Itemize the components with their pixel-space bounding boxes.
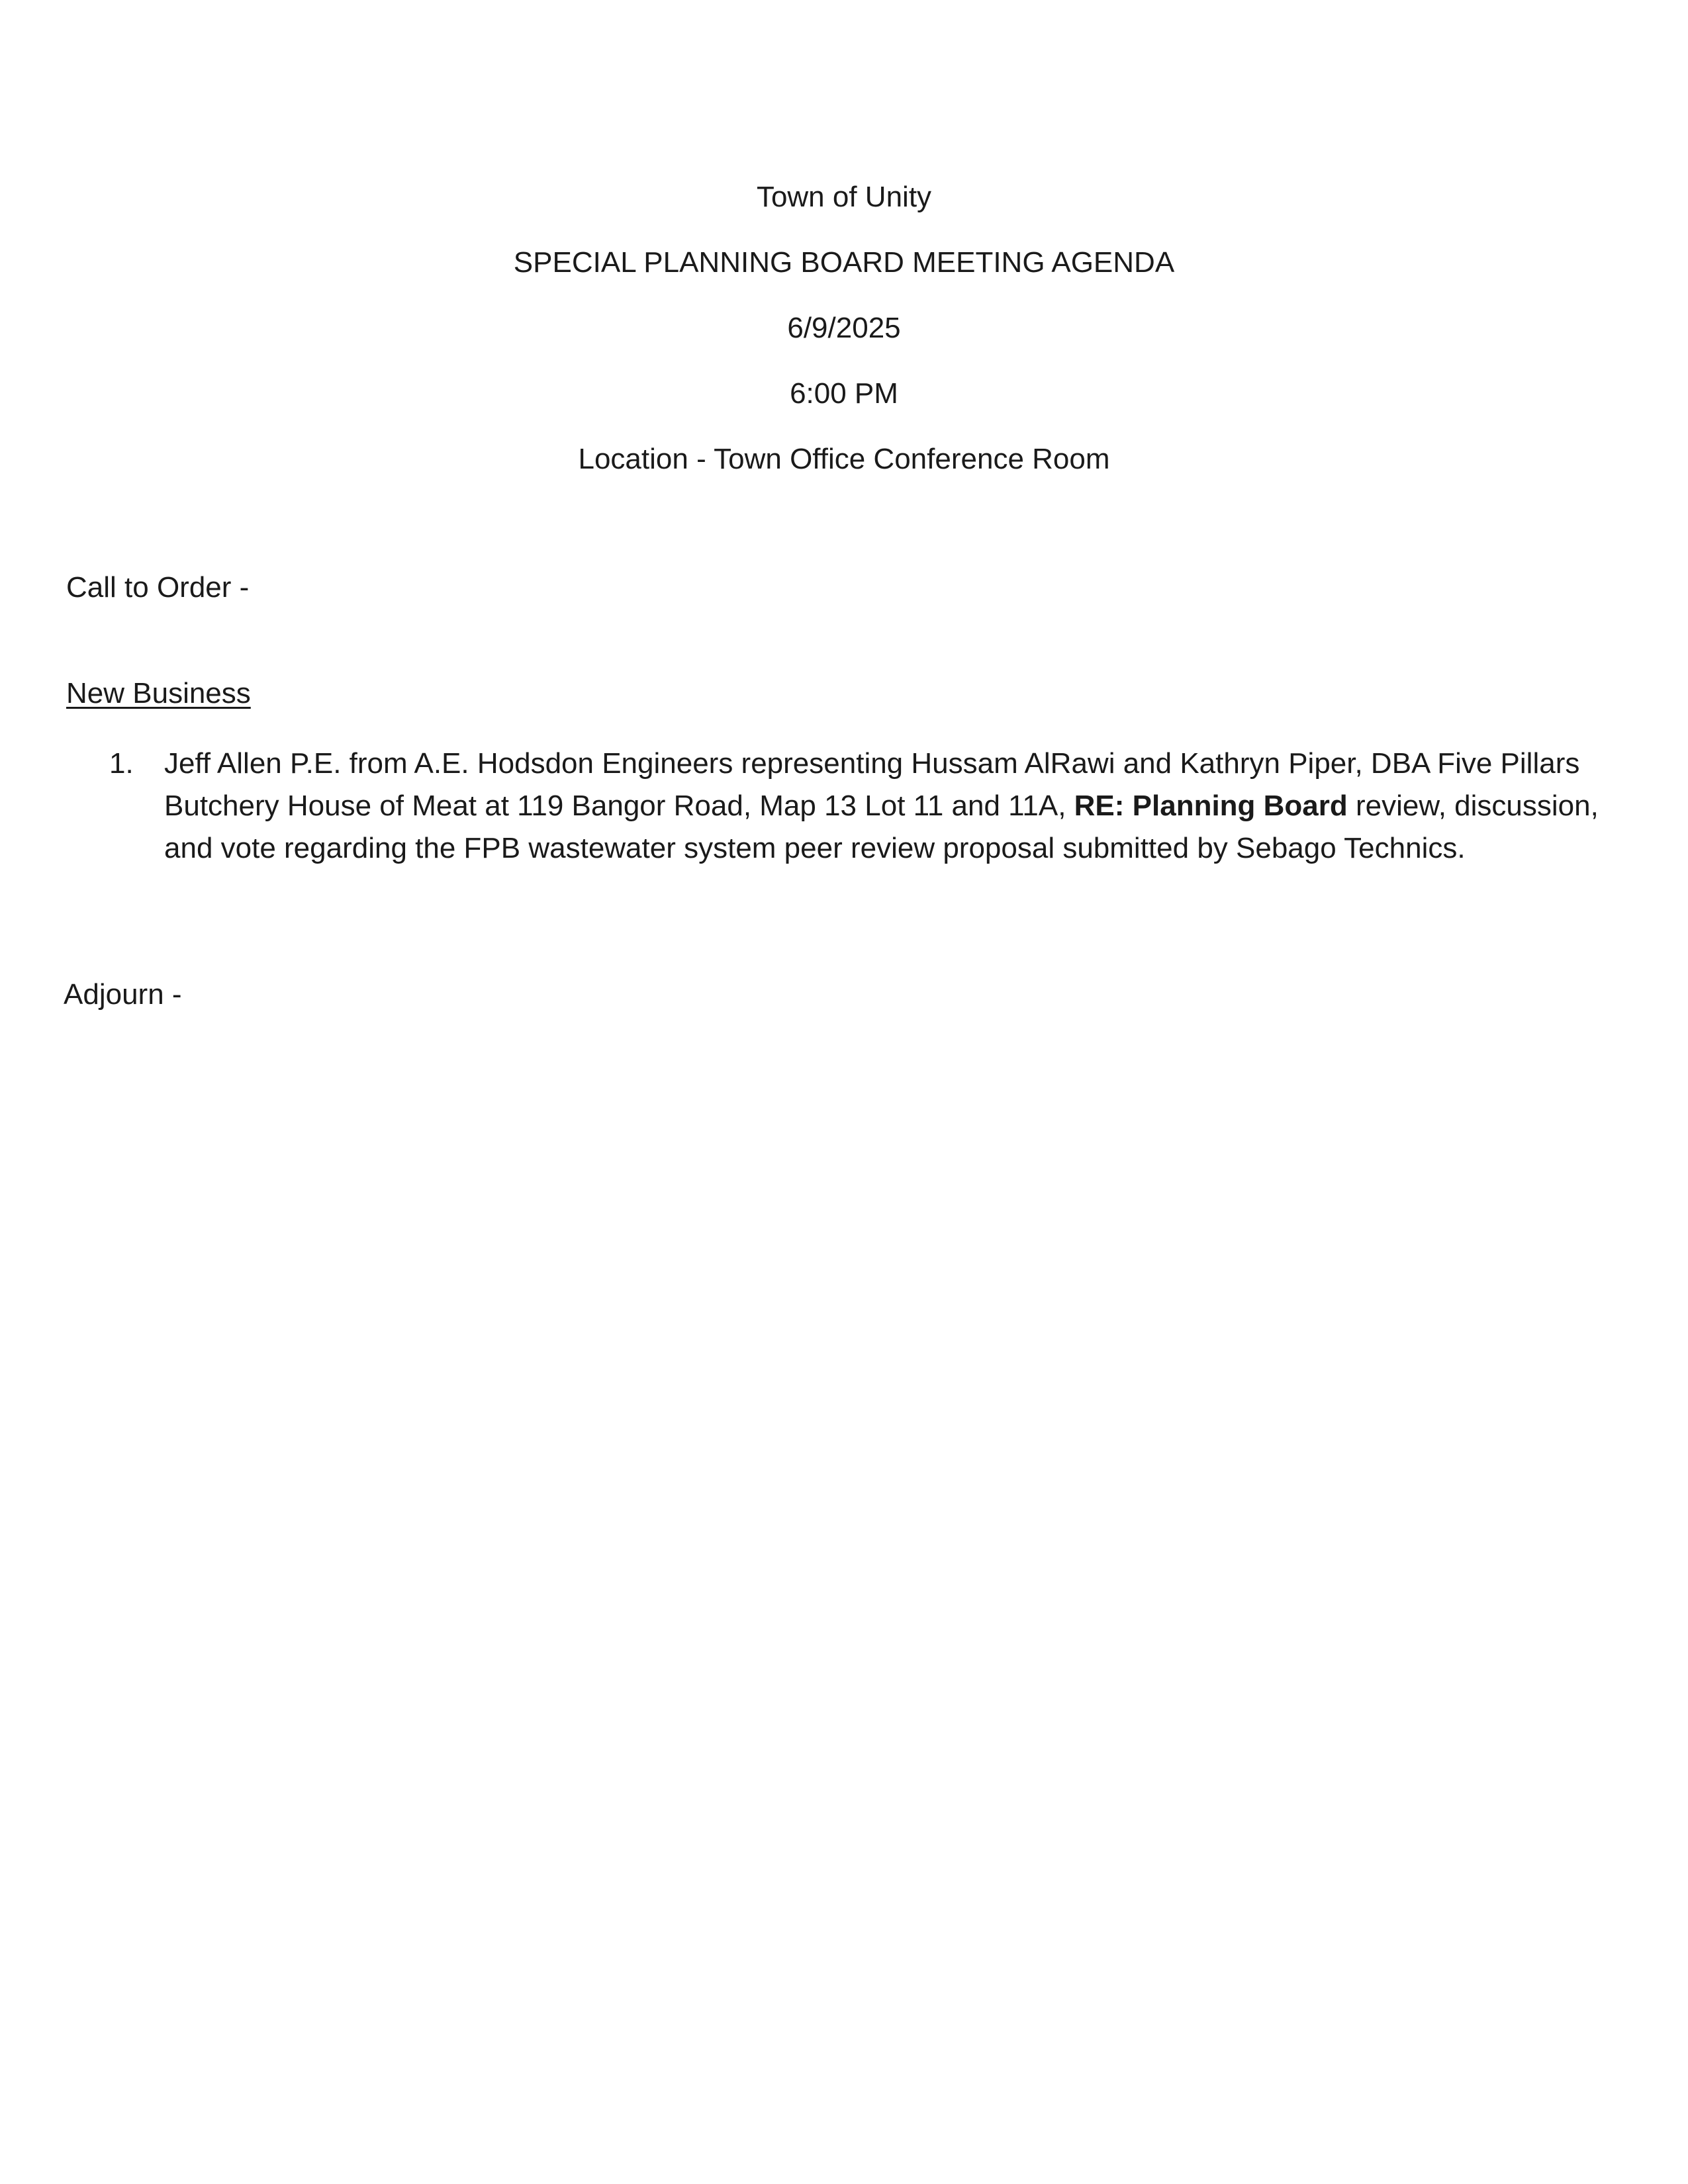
call-to-order-heading: Call to Order - — [66, 571, 250, 604]
agenda-title: SPECIAL PLANNING BOARD MEETING AGENDA — [513, 246, 1175, 279]
new-business-list — [109, 743, 1599, 870]
item-text — [164, 747, 1599, 864]
town-name: Town of Unity — [756, 181, 932, 213]
item-text-after: review, discussion, and vote regarding the FPB wastewater system peer review proposal submitted by Sebago Technics. — [164, 790, 1599, 864]
item-text-before: Jeff Allen P.E. from A.E. Hodsdon Engineers representing Hussam AlRawi and Kathryn Piper, DBA Five Pillars Butchery House of Meat at 119 Bangor Road, Map 13 Lot 11 and 11A, — [164, 747, 1580, 822]
item-text-bold: RE: Planning Board — [1074, 790, 1348, 822]
new-business-heading: New Business — [66, 677, 251, 709]
meeting-date: 6/9/2025 — [787, 312, 901, 344]
meeting-time: 6:00 PM — [790, 377, 898, 410]
adjourn-heading: Adjourn - — [64, 978, 182, 1011]
meeting-location: Location - Town Office Conference Room — [578, 443, 1110, 475]
list-item — [109, 743, 1599, 870]
item-number: 1. — [109, 747, 134, 780]
